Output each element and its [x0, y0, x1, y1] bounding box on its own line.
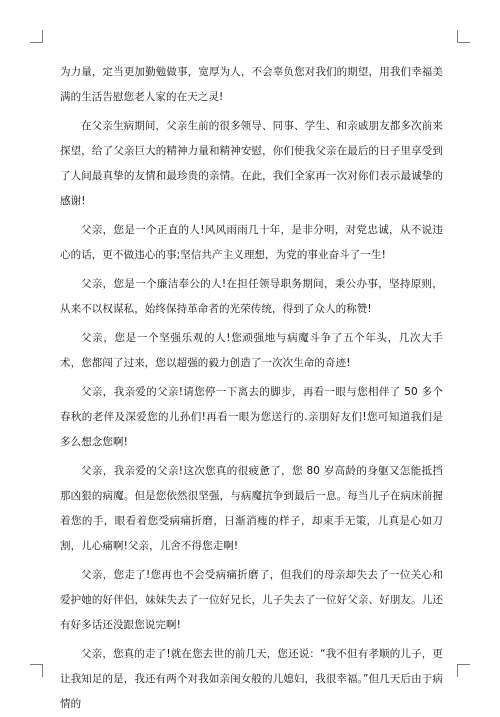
paragraph-continued: 为力量，定当更加勤勉做事，宽厚为人，不会辜负您对我们的期望，用我们幸福美满的生活告慰您老人家的在天之灵!	[60, 66, 443, 103]
crop-mark-bottom-right	[457, 664, 470, 677]
paragraph-thanks: 在父亲生病期间，父亲生前的很多领导、同事、学生、和亲戚朋友都多次前来探望，给了父亲巨大的精神力量和精神安慰，你们使我父亲在最后的日子里享受到了人间最真挚的友情和最珍贵的亲情。在此，我们全家再一次对你们表示最诚挚的感谢!	[60, 120, 443, 207]
paragraph-illness: 父亲，我亲爱的父亲!这次您真的很疲惫了，您 80 岁高龄的身躯又怎能抵挡那凶狠的病魔。但是您依然很坚强，与病魔抗争到最后一息。每当儿子在病床前握着您的手，眼看着您受病痛折磨，日渐消瘦的样子，却束手无策，儿真是心如刀割，儿心痛啊!父亲，儿舍不得您走啊!	[60, 465, 443, 552]
paragraph-passing: 父亲，您走了!您再也不会受病痛折磨了，但我们的母亲却失去了一位关心和爱护她的好伴侣，妹妹失去了一位好兄长，儿子失去了一位好父亲、好朋友。儿还有好多话还没跟您说完啊!	[60, 569, 443, 631]
paragraph-last-words: 父亲，您真的走了!就在您去世的前几天，您还说：“我不但有孝顺的儿子，更让我知足的是，我还有两个对我如亲闺女般的儿媳妇，我很幸福。”但几天后由于病情的	[60, 648, 443, 710]
crop-mark-bottom-left	[30, 664, 43, 677]
crop-mark-top-right	[457, 30, 470, 43]
paragraph-farewell-plea: 父亲，我亲爱的父亲!请您停一下离去的脚步，再看一眼与您相伴了 50 多个春秋的老伴及深爱您的儿孙们!再看一眼为您送行的.亲朋好友们!您可知道我们是多么想念您啊!	[60, 386, 443, 448]
document-body	[60, 60, 443, 710]
paragraph-upright: 父亲，您是一个正直的人!风风雨雨几十年，是非分明，对党忠诚，从不说违心的话，更不做违心的事;坚信共产主义理想，为党的事业奋斗了一生!	[60, 224, 443, 261]
crop-mark-top-left	[30, 30, 43, 43]
paragraph-integrity: 父亲，您是一个廉洁奉公的人!在担任领导职务期间，秉公办事，坚持原则，从来不以权谋私，始终保持革命者的光荣传统，得到了众人的称赞!	[60, 278, 443, 315]
paragraph-strength: 父亲，您是一个坚强乐观的人!您顽强地与病魔斗争了五个年头，几次大手术，您都闯了过来，您以超强的毅力创造了一次次生命的奇迹!	[60, 332, 443, 369]
